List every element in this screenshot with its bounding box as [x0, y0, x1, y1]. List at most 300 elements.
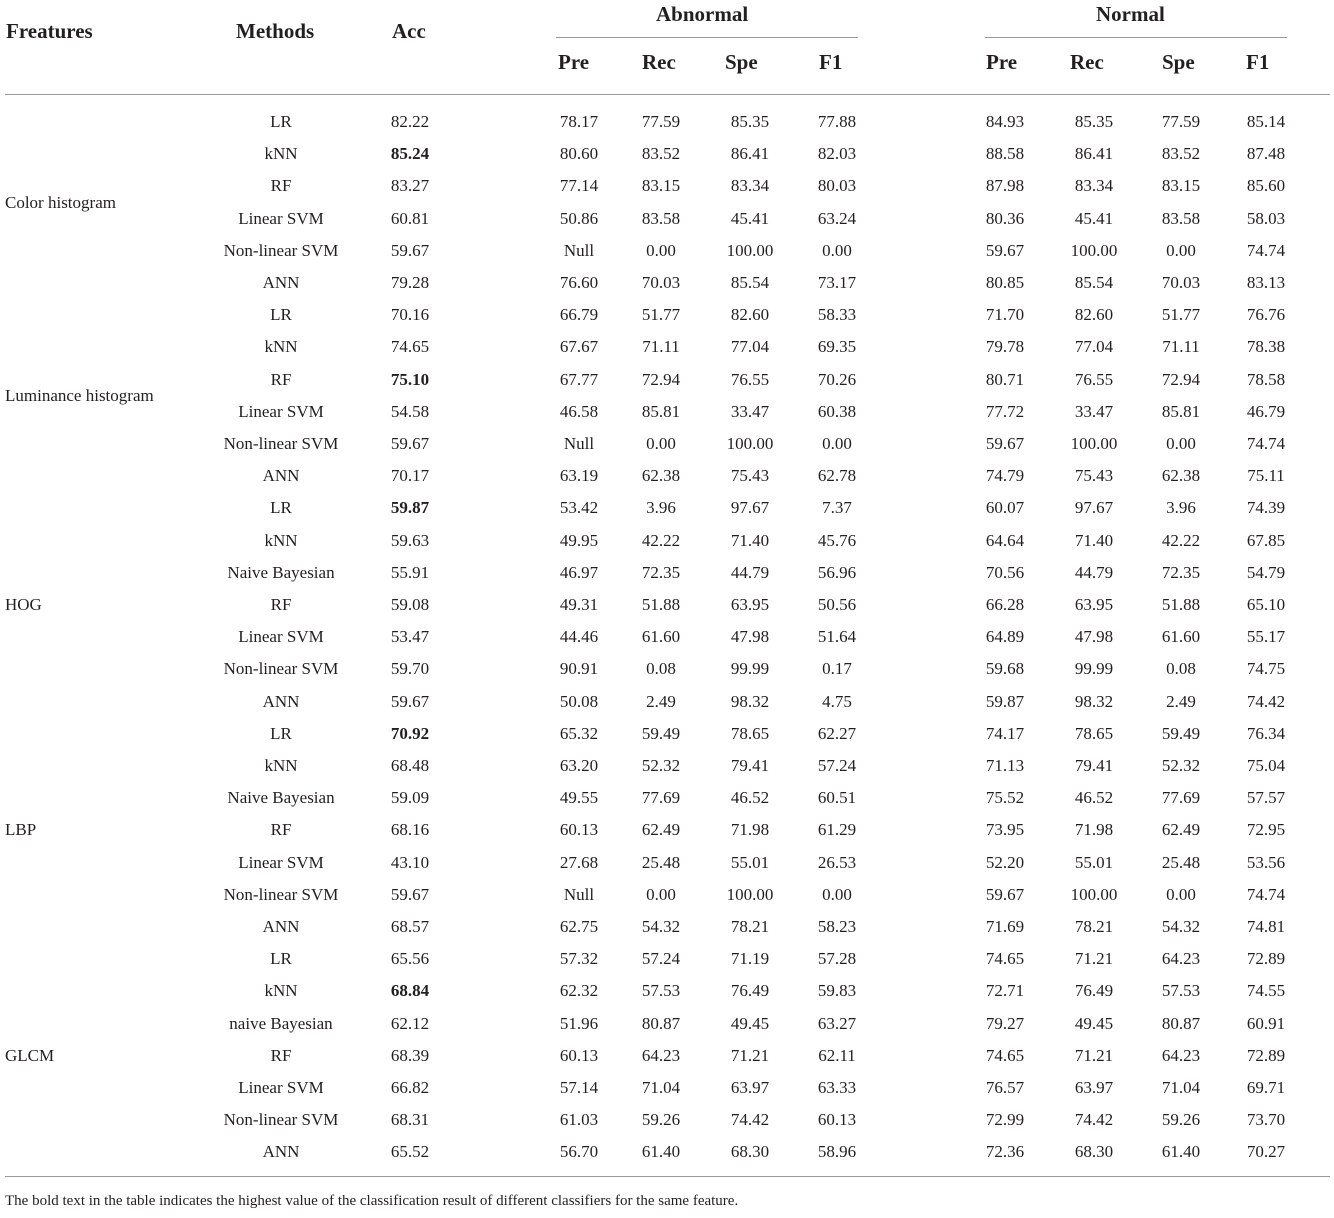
abnormal-spe-cell: 78.65: [730, 723, 770, 743]
abnormal-f1-cell: 62.11: [818, 1045, 856, 1065]
abnormal-rec-cell: 64.23: [641, 1045, 681, 1065]
normal-spe-cell: 71.04: [1161, 1078, 1201, 1097]
acc-cell: 59.67: [390, 434, 430, 453]
normal-rec-cell: 47.98: [1074, 627, 1114, 647]
abnormal-pre-cell: 76.60: [559, 273, 599, 292]
normal-pre-cell: 77.72: [985, 401, 1025, 421]
acc-cell: 68.39: [390, 1045, 430, 1065]
normal-rec-cell: 44.79: [1074, 562, 1114, 582]
normal-spe-cell: 25.48: [1161, 852, 1201, 872]
abnormal-rec-cell: 57.24: [641, 949, 681, 969]
abnormal-f1-cell: 80.03: [817, 176, 857, 196]
normal-pre-cell: 73.95: [985, 820, 1025, 840]
normal-spe-cell: 77.69: [1161, 788, 1201, 808]
abnormal-rec-cell: 62.38: [641, 466, 681, 486]
feature-label: Color histogram: [5, 192, 116, 212]
abnormal-pre-cell: 49.31: [559, 595, 599, 614]
normal-pre-cell: 74.65: [985, 1045, 1025, 1065]
normal-rec-cell: 63.97: [1074, 1078, 1114, 1097]
acc-cell: 59.67: [390, 240, 430, 260]
normal-rec-cell: 74.42: [1074, 1110, 1114, 1130]
normal-rec-cell: 97.67: [1074, 498, 1114, 518]
abnormal-f1-cell: 50.56: [817, 595, 857, 614]
feature-label: LBP: [5, 820, 37, 840]
normal-pre-cell: 74.65: [985, 949, 1025, 969]
normal-rec-cell: 68.30: [1074, 1142, 1114, 1162]
normal-f1-cell: 74.74: [1246, 240, 1286, 260]
header-group-normal: Normal: [1096, 2, 1165, 26]
normal-spe-cell: 62.49: [1161, 820, 1201, 840]
abnormal-pre-cell: 60.13: [559, 1045, 599, 1065]
abnormal-f1-cell: 0.00: [822, 884, 852, 904]
normal-spe-cell: 70.03: [1161, 273, 1201, 292]
abnormal-rec-cell: 72.94: [641, 369, 681, 389]
abnormal-spe-cell: 71.98: [730, 820, 770, 840]
normal-pre-cell: 74.17: [985, 723, 1025, 743]
header-normal-rec: Rec: [1070, 50, 1104, 74]
normal-f1-cell: 87.48: [1246, 144, 1286, 164]
header-abnormal-f1: F1: [819, 50, 843, 74]
method-cell: kNN: [264, 530, 298, 550]
normal-rec-cell: 86.41: [1074, 144, 1114, 164]
normal-spe-cell: 0.00: [1166, 884, 1196, 904]
normal-pre-cell: 60.07: [985, 498, 1025, 518]
normal-f1-cell: 83.13: [1246, 273, 1286, 292]
normal-f1-cell: 57.57: [1246, 788, 1286, 808]
abnormal-rec-cell: 57.53: [641, 981, 681, 1001]
abnormal-pre-cell: Null: [563, 884, 595, 904]
table-bottom-rule: [5, 1176, 1330, 1177]
abnormal-f1-cell: 59.83: [817, 981, 857, 1001]
abnormal-rec-cell: 71.11: [642, 337, 680, 357]
method-cell: LR: [270, 723, 292, 743]
abnormal-rec-cell: 80.87: [641, 1013, 681, 1033]
abnormal-rec-cell: 61.40: [641, 1142, 681, 1162]
abnormal-pre-cell: 50.08: [559, 691, 599, 711]
method-cell: Linear SVM: [238, 1078, 324, 1097]
acc-cell: 68.48: [390, 756, 430, 775]
normal-rec-cell: 71.98: [1074, 820, 1114, 840]
abnormal-spe-cell: 75.43: [730, 466, 770, 486]
method-cell: RF: [270, 1045, 292, 1065]
abnormal-rec-cell: 77.59: [641, 112, 681, 131]
normal-spe-cell: 57.53: [1161, 981, 1201, 1001]
normal-f1-cell: 46.79: [1246, 401, 1286, 421]
abnormal-spe-cell: 100.00: [726, 240, 774, 260]
normal-pre-cell: 52.20: [985, 852, 1025, 872]
abnormal-rec-cell: 83.58: [641, 208, 681, 228]
method-cell: RF: [270, 369, 292, 389]
abnormal-pre-cell: 27.68: [559, 852, 599, 872]
abnormal-spe-cell: 82.60: [730, 305, 770, 325]
method-cell: ANN: [262, 917, 300, 936]
normal-f1-cell: 72.95: [1246, 820, 1286, 840]
acc-cell: 68.57: [390, 917, 430, 936]
abnormal-pre-cell: 57.32: [559, 949, 599, 969]
abnormal-rec-cell: 25.48: [641, 852, 681, 872]
acc-cell: 59.87: [390, 498, 430, 518]
header-abnormal-spe: Spe: [725, 50, 758, 74]
abnormal-spe-cell: 97.67: [730, 498, 770, 518]
normal-rec-cell: 99.99: [1074, 659, 1114, 679]
abnormal-spe-cell: 63.97: [730, 1078, 770, 1097]
normal-f1-cell: 60.91: [1246, 1013, 1286, 1033]
normal-f1-cell: 74.42: [1246, 691, 1286, 711]
header-abnormal-rec: Rec: [642, 50, 676, 74]
normal-rec-cell: 76.49: [1074, 981, 1114, 1001]
method-cell: Linear SVM: [238, 208, 324, 228]
header-normal-spe: Spe: [1162, 50, 1195, 74]
normal-spe-cell: 0.00: [1166, 240, 1196, 260]
normal-f1-cell: 53.56: [1246, 852, 1286, 872]
method-cell: Non-linear SVM: [223, 659, 339, 679]
abnormal-f1-cell: 63.24: [817, 208, 857, 228]
abnormal-pre-cell: 67.67: [559, 337, 599, 357]
abnormal-rec-cell: 77.69: [641, 788, 681, 808]
abnormal-spe-cell: 71.19: [730, 949, 770, 969]
acc-cell: 85.24: [390, 144, 430, 164]
normal-rec-cell: 82.60: [1074, 305, 1114, 325]
acc-cell: 68.16: [390, 820, 430, 840]
normal-spe-cell: 59.26: [1161, 1110, 1201, 1130]
abnormal-rec-cell: 70.03: [641, 273, 681, 292]
abnormal-spe-cell: 46.52: [730, 788, 770, 808]
normal-pre-cell: 59.67: [985, 434, 1025, 453]
acc-cell: 75.10: [390, 369, 430, 389]
abnormal-rec-cell: 0.00: [646, 434, 676, 453]
normal-f1-cell: 69.71: [1246, 1078, 1286, 1097]
acc-cell: 59.67: [390, 884, 430, 904]
normal-spe-cell: 83.52: [1161, 144, 1201, 164]
normal-spe-cell: 0.00: [1166, 434, 1196, 453]
normal-spe-cell: 2.49: [1166, 691, 1196, 711]
abnormal-f1-cell: 60.13: [817, 1110, 857, 1130]
abnormal-spe-cell: 86.41: [730, 144, 770, 164]
normal-spe-cell: 83.15: [1161, 176, 1201, 196]
abnormal-f1-cell: 63.33: [817, 1078, 857, 1097]
normal-pre-cell: 59.87: [985, 691, 1025, 711]
abnormal-rec-cell: 51.88: [641, 595, 681, 614]
normal-rec-cell: 33.47: [1074, 401, 1114, 421]
normal-f1-cell: 58.03: [1246, 208, 1286, 228]
normal-f1-cell: 76.34: [1246, 723, 1286, 743]
normal-f1-cell: 75.11: [1247, 466, 1285, 486]
normal-rec-cell: 85.54: [1074, 273, 1114, 292]
normal-pre-cell: 59.68: [985, 659, 1025, 679]
acc-cell: 68.31: [390, 1110, 430, 1130]
normal-spe-cell: 51.77: [1161, 305, 1201, 325]
abnormal-f1-cell: 26.53: [817, 852, 857, 872]
normal-f1-cell: 73.70: [1246, 1110, 1286, 1130]
abnormal-pre-cell: 62.32: [559, 981, 599, 1001]
abnormal-spe-cell: 98.32: [730, 691, 770, 711]
abnormal-pre-cell: 63.20: [559, 756, 599, 775]
method-cell: Non-linear SVM: [223, 240, 339, 260]
normal-spe-cell: 80.87: [1161, 1013, 1201, 1033]
acc-cell: 59.09: [390, 788, 430, 808]
header-methods: Methods: [236, 19, 315, 43]
abnormal-pre-cell: Null: [563, 434, 595, 453]
abnormal-pre-cell: 60.13: [559, 820, 599, 840]
normal-f1-cell: 74.74: [1246, 434, 1286, 453]
acc-cell: 82.22: [390, 112, 430, 131]
method-cell: ANN: [262, 273, 300, 292]
normal-spe-cell: 64.23: [1161, 1045, 1201, 1065]
normal-spe-cell: 61.40: [1161, 1142, 1201, 1162]
abnormal-spe-cell: 47.98: [730, 627, 770, 647]
method-cell: kNN: [264, 981, 298, 1001]
normal-f1-cell: 55.17: [1246, 627, 1286, 647]
header-bottom-rule: [5, 94, 1330, 95]
normal-rec-cell: 78.65: [1074, 723, 1114, 743]
normal-f1-cell: 85.14: [1246, 112, 1286, 131]
method-cell: Linear SVM: [238, 627, 324, 647]
abnormal-rec-cell: 42.22: [641, 530, 681, 550]
abnormal-group-rule: [556, 37, 858, 38]
header-features: Freatures: [6, 19, 93, 43]
abnormal-f1-cell: 7.37: [822, 498, 852, 518]
abnormal-pre-cell: 51.96: [559, 1013, 599, 1033]
normal-f1-cell: 72.89: [1246, 1045, 1286, 1065]
method-cell: ANN: [262, 466, 300, 486]
normal-pre-cell: 64.64: [985, 530, 1025, 550]
normal-rec-cell: 71.21: [1074, 949, 1114, 969]
abnormal-f1-cell: 69.35: [817, 337, 857, 357]
normal-pre-cell: 71.70: [985, 305, 1025, 325]
acc-cell: 55.91: [390, 562, 430, 582]
abnormal-f1-cell: 0.00: [822, 240, 852, 260]
abnormal-spe-cell: 78.21: [730, 917, 770, 936]
footnote: The bold text in the table indicates the highest value of the classification result of different classifiers for the same feature.: [5, 1193, 739, 1209]
abnormal-f1-cell: 62.27: [817, 723, 857, 743]
abnormal-rec-cell: 2.49: [646, 691, 676, 711]
abnormal-f1-cell: 51.64: [817, 627, 857, 647]
normal-f1-cell: 74.81: [1246, 917, 1286, 936]
abnormal-pre-cell: 67.77: [559, 369, 599, 389]
abnormal-f1-cell: 58.23: [817, 917, 857, 936]
normal-pre-cell: 71.13: [985, 756, 1025, 775]
abnormal-pre-cell: 57.14: [559, 1078, 599, 1097]
abnormal-spe-cell: 76.55: [730, 369, 770, 389]
abnormal-f1-cell: 61.29: [817, 820, 857, 840]
normal-pre-cell: 87.98: [985, 176, 1025, 196]
acc-cell: 83.27: [390, 176, 430, 196]
normal-pre-cell: 59.67: [985, 240, 1025, 260]
abnormal-rec-cell: 71.04: [641, 1078, 681, 1097]
abnormal-rec-cell: 3.96: [646, 498, 676, 518]
abnormal-spe-cell: 74.42: [730, 1110, 770, 1130]
normal-pre-cell: 75.52: [985, 788, 1025, 808]
normal-pre-cell: 80.71: [985, 369, 1025, 389]
normal-spe-cell: 71.11: [1162, 337, 1200, 357]
acc-cell: 74.65: [390, 337, 430, 357]
normal-f1-cell: 65.10: [1246, 595, 1286, 614]
abnormal-f1-cell: 73.17: [817, 273, 857, 292]
acc-cell: 70.92: [390, 723, 430, 743]
abnormal-spe-cell: 77.04: [730, 337, 770, 357]
normal-rec-cell: 46.52: [1074, 788, 1114, 808]
header-normal-pre: Pre: [986, 50, 1018, 74]
abnormal-f1-cell: 57.28: [817, 949, 857, 969]
normal-f1-cell: 72.89: [1246, 949, 1286, 969]
feature-label: HOG: [5, 595, 42, 614]
normal-pre-cell: 70.56: [985, 562, 1025, 582]
acc-cell: 68.84: [390, 981, 430, 1001]
normal-pre-cell: 80.85: [985, 273, 1025, 292]
normal-rec-cell: 76.55: [1074, 369, 1114, 389]
feature-label: GLCM: [5, 1045, 55, 1065]
abnormal-f1-cell: 63.27: [817, 1013, 857, 1033]
abnormal-pre-cell: 44.46: [559, 627, 599, 647]
method-cell: kNN: [264, 337, 298, 357]
normal-group-rule: [985, 37, 1287, 38]
acc-cell: 53.47: [390, 627, 430, 647]
acc-cell: 79.28: [390, 273, 430, 292]
normal-spe-cell: 54.32: [1161, 917, 1201, 936]
normal-spe-cell: 64.23: [1161, 949, 1201, 969]
normal-rec-cell: 78.21: [1074, 917, 1114, 936]
abnormal-rec-cell: 51.77: [641, 305, 681, 325]
normal-pre-cell: 72.71: [985, 981, 1025, 1001]
acc-cell: 65.56: [390, 949, 430, 969]
method-cell: Non-linear SVM: [223, 1110, 339, 1130]
abnormal-rec-cell: 85.81: [641, 401, 681, 421]
abnormal-pre-cell: 46.58: [559, 401, 599, 421]
normal-f1-cell: 67.85: [1246, 530, 1286, 550]
normal-rec-cell: 98.32: [1074, 691, 1114, 711]
abnormal-rec-cell: 0.00: [646, 884, 676, 904]
normal-rec-cell: 63.95: [1074, 595, 1114, 614]
abnormal-f1-cell: 77.88: [817, 112, 857, 131]
acc-cell: 60.81: [390, 208, 430, 228]
normal-rec-cell: 77.04: [1074, 337, 1114, 357]
acc-cell: 59.08: [390, 595, 430, 614]
abnormal-spe-cell: 45.41: [730, 208, 770, 228]
method-cell: Linear SVM: [238, 401, 324, 421]
normal-spe-cell: 42.22: [1161, 530, 1201, 550]
abnormal-spe-cell: 49.45: [730, 1013, 770, 1033]
acc-cell: 59.63: [390, 530, 430, 550]
normal-f1-cell: 75.04: [1246, 756, 1286, 775]
abnormal-f1-cell: 0.17: [822, 659, 852, 679]
abnormal-spe-cell: 100.00: [726, 434, 774, 453]
normal-f1-cell: 74.74: [1246, 884, 1286, 904]
method-cell: kNN: [264, 756, 298, 775]
header-normal-f1: F1: [1246, 50, 1270, 74]
abnormal-spe-cell: 79.41: [730, 756, 770, 775]
method-cell: Non-linear SVM: [223, 434, 339, 453]
normal-f1-cell: 85.60: [1246, 176, 1286, 196]
abnormal-pre-cell: 66.79: [559, 305, 599, 325]
method-cell: LR: [270, 112, 292, 131]
method-cell: LR: [270, 949, 292, 969]
abnormal-pre-cell: 65.32: [559, 723, 599, 743]
abnormal-spe-cell: 85.35: [730, 112, 770, 131]
abnormal-spe-cell: 83.34: [730, 176, 770, 196]
abnormal-pre-cell: 56.70: [559, 1142, 599, 1162]
abnormal-pre-cell: 78.17: [559, 112, 599, 131]
normal-spe-cell: 59.49: [1161, 723, 1201, 743]
abnormal-rec-cell: 0.00: [646, 240, 676, 260]
normal-rec-cell: 71.21: [1074, 1045, 1114, 1065]
abnormal-spe-cell: 85.54: [730, 273, 770, 292]
normal-pre-cell: 72.36: [985, 1142, 1025, 1162]
normal-rec-cell: 85.35: [1074, 112, 1114, 131]
abnormal-f1-cell: 60.51: [817, 788, 857, 808]
abnormal-pre-cell: 80.60: [559, 144, 599, 164]
abnormal-pre-cell: 90.91: [559, 659, 599, 679]
abnormal-f1-cell: 70.26: [817, 369, 857, 389]
normal-f1-cell: 78.38: [1246, 337, 1286, 357]
abnormal-f1-cell: 4.75: [822, 691, 852, 711]
abnormal-spe-cell: 33.47: [730, 401, 770, 421]
acc-cell: 59.70: [390, 659, 430, 679]
abnormal-f1-cell: 82.03: [817, 144, 857, 164]
normal-pre-cell: 74.79: [985, 466, 1025, 486]
acc-cell: 59.67: [390, 691, 430, 711]
normal-pre-cell: 59.67: [985, 884, 1025, 904]
method-cell: LR: [270, 498, 292, 518]
abnormal-spe-cell: 44.79: [730, 562, 770, 582]
abnormal-rec-cell: 59.26: [641, 1110, 681, 1130]
normal-spe-cell: 52.32: [1161, 756, 1201, 775]
normal-spe-cell: 72.35: [1161, 562, 1201, 582]
abnormal-rec-cell: 0.08: [646, 659, 676, 679]
abnormal-pre-cell: 53.42: [559, 498, 599, 518]
method-cell: kNN: [264, 144, 298, 164]
normal-spe-cell: 83.58: [1161, 208, 1201, 228]
normal-rec-cell: 49.45: [1074, 1013, 1114, 1033]
acc-cell: 43.10: [390, 852, 430, 872]
method-cell: RF: [270, 176, 292, 196]
acc-cell: 62.12: [390, 1013, 430, 1033]
abnormal-pre-cell: 49.55: [559, 788, 599, 808]
abnormal-rec-cell: 54.32: [641, 917, 681, 936]
abnormal-spe-cell: 71.21: [730, 1045, 770, 1065]
abnormal-pre-cell: 46.97: [559, 562, 599, 582]
normal-spe-cell: 0.08: [1166, 659, 1196, 679]
abnormal-f1-cell: 57.24: [817, 756, 857, 775]
normal-spe-cell: 77.59: [1161, 112, 1201, 131]
abnormal-f1-cell: 45.76: [817, 530, 857, 550]
normal-pre-cell: 71.69: [985, 917, 1025, 936]
method-cell: Naive Bayesian: [227, 562, 335, 582]
normal-spe-cell: 51.88: [1161, 595, 1201, 614]
header-acc: Acc: [392, 19, 426, 43]
normal-f1-cell: 74.75: [1246, 659, 1286, 679]
abnormal-pre-cell: 50.86: [559, 208, 599, 228]
normal-pre-cell: 76.57: [985, 1078, 1025, 1097]
normal-f1-cell: 76.76: [1246, 305, 1286, 325]
header-abnormal-pre: Pre: [558, 50, 590, 74]
normal-rec-cell: 45.41: [1074, 208, 1114, 228]
method-cell: ANN: [262, 691, 300, 711]
abnormal-pre-cell: 77.14: [559, 176, 599, 196]
normal-rec-cell: 75.43: [1074, 466, 1114, 486]
acc-cell: 65.52: [390, 1142, 430, 1162]
acc-cell: 54.58: [390, 401, 430, 421]
abnormal-f1-cell: 56.96: [817, 562, 857, 582]
abnormal-f1-cell: 0.00: [822, 434, 852, 453]
normal-pre-cell: 79.78: [985, 337, 1025, 357]
normal-rec-cell: 100.00: [1070, 240, 1118, 260]
normal-rec-cell: 71.40: [1074, 530, 1114, 550]
abnormal-rec-cell: 61.60: [641, 627, 681, 647]
abnormal-rec-cell: 72.35: [641, 562, 681, 582]
abnormal-spe-cell: 99.99: [730, 659, 770, 679]
abnormal-rec-cell: 62.49: [641, 820, 681, 840]
normal-f1-cell: 70.27: [1246, 1142, 1286, 1162]
